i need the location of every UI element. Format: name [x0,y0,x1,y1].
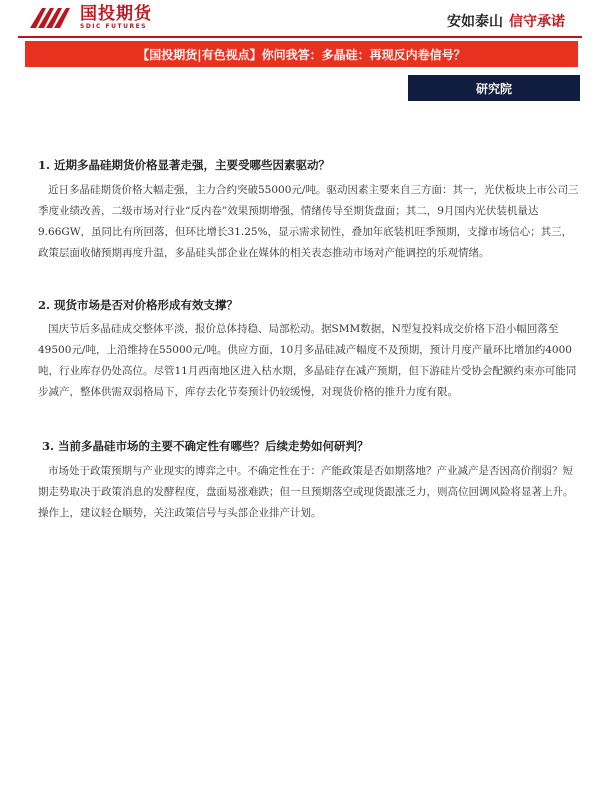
brand-name-en: SDIC FUTURES [80,22,148,30]
department-label: 研究院 [408,75,580,101]
brand-name-cn: 国投期货 [80,3,152,24]
question-heading: 2. 现货市场是否对价格形成有效支撑？ [38,298,239,312]
header-divider [18,36,582,38]
answer-paragraph: 近日多晶硅期货价格大幅走强，主力合约突破55000元/吨。驱动因素主要来自三方面：其一，光伏板块上市公司三季度业绩改善，二级市场对行业“反内卷”效果预期增强，情绪传导至期货盘面；其二，9月国内光伏装机量达9.66GW，虽同比有所回落，但环比增长31.25%，显示需求韧性，叠加年底装机旺季预期，支撑市场信心；其三，政策层面收储预期再度升温，多晶硅头部企业在媒体的相关表态推动市场对产能调控的乐观情绪。 [38,184,579,259]
brand-logo [28,4,152,30]
answer-paragraph: 国庆节后多晶硅成交整体平淡，报价总体持稳、局部松动。据SMM数据，N型复投料成交价格下沿小幅回落至49500元/吨，上沿维持在55000元/吨。供应方面，10月多晶硅减产幅度不及预期，预计月度产量环比增加约4000吨，行业库存仍处高位。尽管11月西南地区进入枯水期，多晶硅存在减产预期，但下游硅片受协会配额约束亦可能同步减产，整体供需双弱格局下，库存去化节奏预计仍较缓慢，对现货价格的推升力度有限。 [38,323,577,398]
article-title: 【国投期货|有色视点】你问我答：多晶硅：再现反内卷信号？ [25,41,578,67]
page-header [0,0,600,40]
question-heading: 1. 近期多晶硅期货价格显著走强，主要受哪些因素驱动？ [38,158,331,172]
slogan [447,11,565,31]
question-heading: 3. 当前多晶硅市场的主要不确定性有哪些？后续走势如何研判？ [42,439,369,453]
sdic-logo-icon [28,4,74,30]
slogan-part2: 信守承诺 [509,14,565,30]
slogan-part1: 安如泰山 [447,14,503,30]
answer-paragraph: 市场处于政策预期与产业现实的博弈之中。不确定性在于：产能政策是否如期落地？产业减产是否因高价削弱？短期走势取决于政策消息的发酵程度，盘面易涨难跌；但一旦预期落空或现货跟涨乏力，则高位回调风险将显著上升。操作上，建议轻仓顺势，关注政策信号与头部企业排产计划。 [38,465,574,519]
